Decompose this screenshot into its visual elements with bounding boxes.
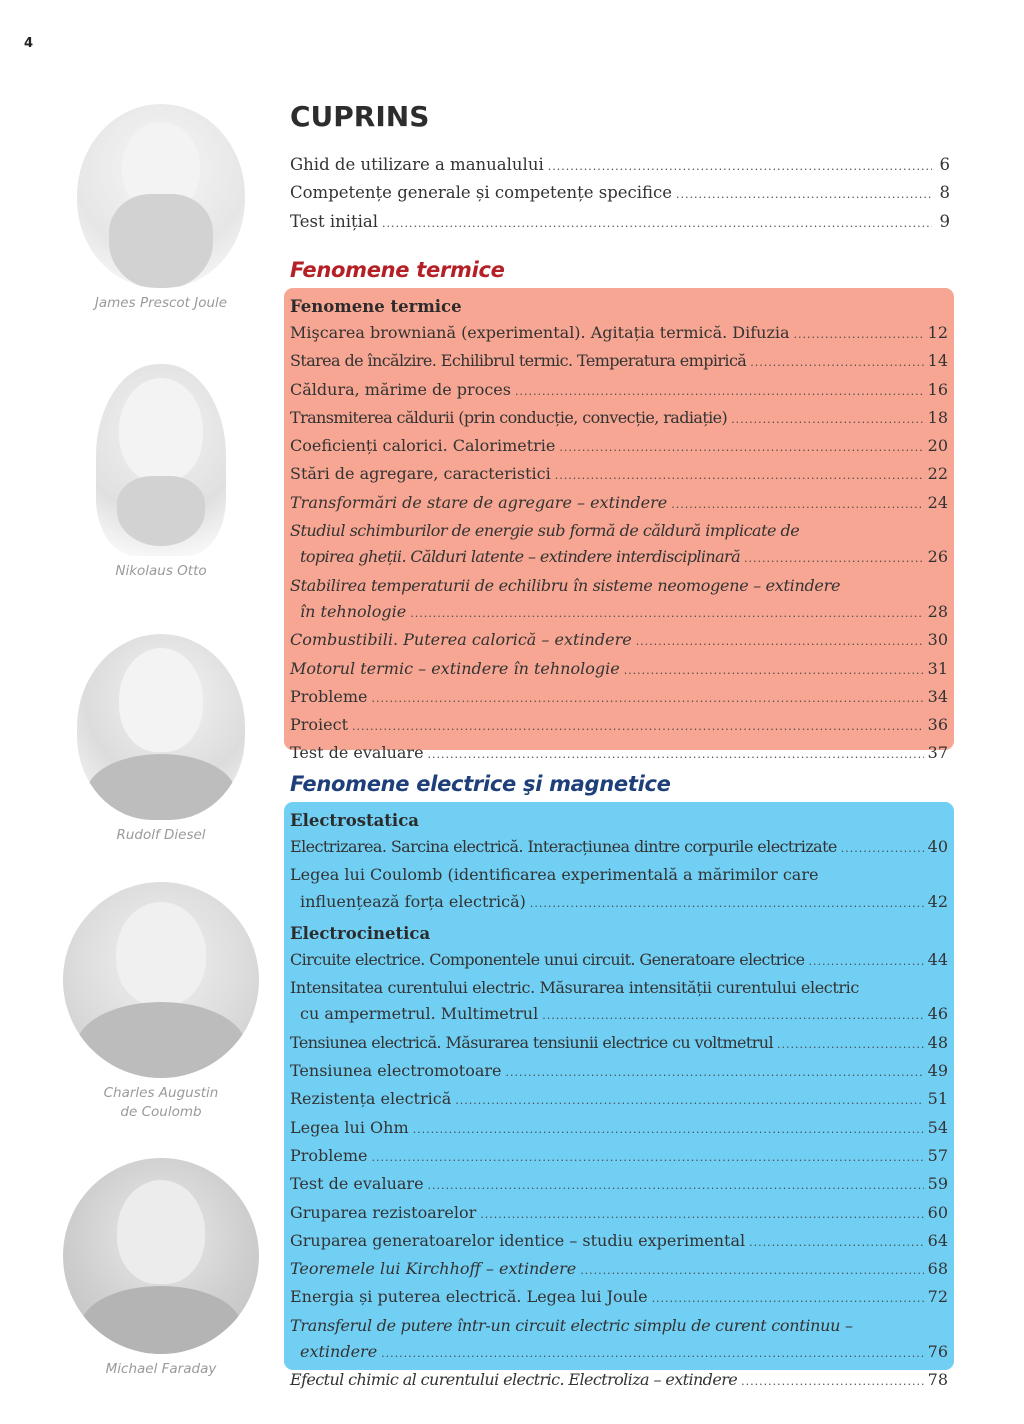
toc-entry[interactable]	[290, 348, 948, 376]
leader-dots	[515, 379, 924, 405]
toc-page: 59	[927, 1174, 948, 1194]
toc-label-line1: Stabilirea temperaturii de echilibru în sisteme neomogene – extindere	[290, 575, 841, 595]
toc-page: 60	[927, 1202, 948, 1222]
portrait-faraday-icon	[63, 1158, 259, 1354]
toc-label: Tensiunea electrică. Măsurarea tensiunii electrice cu voltmetrul	[290, 1032, 773, 1052]
toc-entry[interactable]	[290, 320, 948, 348]
toc-label: Gruparea generatoarelor identice – studiu experimental	[290, 1230, 746, 1250]
toc-page: 48	[927, 1032, 948, 1052]
portrait-faraday-block	[56, 1158, 266, 1379]
toc-label-line1: Intensitatea curentului electric. Măsurarea intensității curentului electric	[290, 978, 859, 998]
portrait-coulomb-icon	[63, 882, 259, 1078]
toc-label-line1: Studiul schimburilor de energie sub formă de căldură implicate de	[290, 521, 800, 541]
toc-label: în tehnologie	[300, 601, 407, 621]
portrait-otto-block	[56, 364, 266, 581]
toc-page: 28	[927, 601, 948, 621]
leader-dots	[671, 492, 923, 518]
toc-entry[interactable]	[290, 1171, 948, 1199]
toc-page: 78	[927, 1370, 948, 1390]
leader-dots	[580, 1258, 923, 1284]
leader-dots	[624, 658, 924, 684]
toc-label: Proiect	[290, 715, 349, 735]
leader-dots	[372, 1145, 924, 1171]
toc-entry[interactable]	[290, 947, 948, 975]
toc-page: 51	[927, 1089, 948, 1109]
toc-label: Test inițial	[290, 211, 379, 231]
toc-entry[interactable]	[290, 180, 950, 208]
toc-page: 31	[927, 658, 948, 678]
portrait-joule-icon	[77, 104, 245, 288]
leader-dots	[555, 463, 924, 489]
leader-dots	[381, 1341, 923, 1367]
leader-dots	[428, 742, 924, 768]
toc-entry[interactable]	[290, 490, 948, 518]
toc-entry[interactable]	[290, 1313, 948, 1368]
intro-list	[290, 152, 950, 237]
leader-dots	[636, 629, 924, 655]
toc-label: Energia și puterea electrică. Legea lui Joule	[290, 1287, 648, 1307]
leader-dots	[559, 435, 923, 461]
caption-coulomb-line2: de Coulomb	[120, 1104, 202, 1120]
leader-dots	[652, 1286, 924, 1312]
toc-page: 20	[927, 436, 948, 456]
leader-dots	[542, 1003, 923, 1029]
portrait-joule-block	[56, 104, 266, 313]
section-heading-termic: Fenomene termice	[290, 258, 505, 282]
toc-entry[interactable]	[290, 712, 948, 740]
toc-page: 49	[927, 1061, 948, 1081]
portrait-diesel-icon	[77, 634, 245, 820]
toc-page: 40	[927, 837, 948, 856]
portrait-coulomb-block	[56, 882, 266, 1122]
leader-dots	[749, 1230, 924, 1256]
toc-label: Efectul chimic al curentului electric. Electroliza – extindere	[290, 1370, 738, 1390]
leader-dots	[352, 714, 924, 740]
leader-dots	[794, 322, 924, 348]
toc-entry[interactable]	[290, 684, 948, 712]
toc-entry[interactable]	[290, 1086, 948, 1114]
toc-label: Teoremele lui Kirchhoff – extindere	[290, 1259, 577, 1279]
leader-dots	[372, 686, 924, 712]
toc-label-line1: Legea lui Coulomb (identificarea experimentală a mărimilor care	[290, 865, 819, 885]
toc-label: cu ampermetrul. Multimetrul	[300, 1004, 539, 1024]
leader-dots	[410, 601, 923, 627]
toc-label: topirea gheții. Călduri latente – extindere interdisciplinară	[300, 547, 741, 567]
toc-entry[interactable]	[290, 1284, 948, 1312]
toc-entry[interactable]	[290, 740, 948, 768]
leader-dots	[841, 836, 924, 862]
toc-page: 12	[927, 323, 948, 342]
toc-page: 54	[927, 1117, 948, 1137]
toc-page: 16	[927, 379, 948, 399]
toc-label: Electrizarea. Sarcina electrică. Interacțiunea dintre corpurile electrizate	[290, 837, 837, 856]
toc-entry[interactable]	[290, 1367, 948, 1395]
toc-entry[interactable]	[290, 461, 948, 489]
leader-dots	[455, 1088, 923, 1114]
leader-dots	[731, 407, 923, 433]
termic-box	[284, 288, 954, 763]
toc-page: 34	[927, 686, 948, 706]
leader-dots	[777, 1032, 924, 1058]
toc-entry[interactable]	[290, 1030, 948, 1058]
toc-entry[interactable]	[290, 1143, 948, 1171]
toc-page: 30	[927, 630, 948, 650]
toc-label: Transformări de stare de agregare – extindere	[290, 492, 668, 512]
toc-page: 44	[927, 949, 948, 969]
toc-page: 57	[927, 1145, 948, 1165]
toc-entry[interactable]	[290, 1200, 948, 1228]
toc-label: extindere	[300, 1342, 378, 1362]
leader-dots	[744, 546, 924, 572]
toc-label: Gruparea rezistoarelor	[290, 1202, 477, 1222]
leader-dots	[548, 154, 932, 180]
caption-coulomb-line1: Charles Augustin	[103, 1085, 219, 1101]
toc-label: Legea lui Ohm	[290, 1117, 409, 1137]
toc-label: Coeficienți calorici. Calorimetrie	[290, 436, 556, 456]
toc-entry[interactable]	[290, 1256, 948, 1284]
toc-entry[interactable]	[290, 209, 950, 237]
toc-page: 14	[927, 351, 948, 371]
toc-label: Căldura, mărime de proces	[290, 379, 511, 399]
toc-label: Transmiterea căldurii (prin conducție, convecție, radiație)	[290, 407, 728, 427]
subheading-electrostatica: Electrostatica	[290, 811, 419, 830]
toc-entry[interactable]	[290, 627, 948, 655]
subheading-electrocinetica: Electrocinetica	[290, 923, 431, 943]
toc-entry[interactable]	[290, 975, 948, 1030]
caption-coulomb	[56, 1084, 266, 1122]
leader-dots	[382, 211, 932, 237]
toc-entry[interactable]	[290, 1058, 948, 1086]
toc-entry[interactable]	[290, 1115, 948, 1143]
toc-entry[interactable]	[290, 862, 948, 917]
toc-page: 6	[939, 155, 950, 174]
leader-dots	[808, 949, 923, 975]
toc-entry[interactable]	[290, 656, 948, 684]
toc-page: 72	[927, 1287, 948, 1307]
toc-entry[interactable]	[290, 433, 948, 461]
caption-joule: James Prescot Joule	[94, 295, 228, 311]
toc-label: Motorul termic – extindere în tehnologie	[290, 658, 620, 678]
leader-dots	[741, 1369, 924, 1395]
caption-diesel: Rudolf Diesel	[116, 827, 206, 843]
toc-page: 76	[927, 1342, 948, 1362]
toc-label: Ghid de utilizare a manualului	[290, 155, 544, 174]
toc-label: influențează forța electrică)	[300, 891, 526, 911]
toc-page: 24	[927, 492, 948, 512]
toc-entry[interactable]	[290, 377, 948, 405]
leader-dots	[530, 891, 924, 917]
leader-dots	[676, 182, 932, 208]
leader-dots	[480, 1202, 923, 1228]
toc-page: 64	[927, 1230, 948, 1250]
page-number: 4	[24, 36, 34, 51]
toc-page: 46	[927, 1004, 948, 1024]
toc-label: Starea de încălzire. Echilibrul termic. Temperatura empirică	[290, 351, 747, 371]
toc-label: Rezistența electrică	[290, 1089, 452, 1109]
leader-dots	[750, 350, 923, 376]
toc-label: Test de evaluare	[290, 1174, 424, 1194]
toc-label: Stări de agregare, caracteristici	[290, 464, 551, 484]
toc-entry[interactable]	[290, 152, 950, 180]
toc-label: Tensiunea electromotoare	[290, 1061, 502, 1081]
section-heading-electric: Fenomene electrice şi magnetice	[290, 772, 671, 796]
toc-page: 22	[927, 464, 948, 484]
toc-page: 26	[927, 547, 948, 567]
toc-label: Combustibili. Puterea calorică – extindere	[290, 630, 632, 650]
toc-label: Probleme	[290, 1145, 368, 1165]
toc-entry[interactable]	[290, 518, 948, 573]
portrait-diesel-block	[56, 634, 266, 845]
toc-page: 36	[927, 715, 948, 735]
toc-label: Competențe generale și competențe specifice	[290, 183, 673, 203]
leader-dots	[428, 1173, 924, 1199]
toc-page: 37	[927, 743, 948, 763]
toc-page: 68	[927, 1259, 948, 1279]
leader-dots	[505, 1060, 923, 1086]
caption-faraday: Michael Faraday	[105, 1361, 217, 1377]
toc-label: Circuite electrice. Componentele unui circuit. Generatoare electrice	[290, 949, 805, 969]
caption-otto: Nikolaus Otto	[115, 563, 207, 579]
toc-label: Mişcarea browniană (experimental). Agitația termică. Difuzia	[290, 323, 790, 342]
toc-entry[interactable]	[290, 573, 948, 628]
toc-label-line1: Transferul de putere într-un circuit electric simplu de curent continuu –	[290, 1315, 853, 1335]
leader-dots	[413, 1117, 924, 1143]
portrait-otto-icon	[96, 364, 226, 556]
toc-page: 18	[927, 407, 948, 427]
electric-box	[284, 802, 954, 1390]
toc-entry[interactable]	[290, 405, 948, 433]
toc-entry[interactable]	[290, 1228, 948, 1256]
toc-page: 42	[927, 891, 948, 911]
toc-page: 9	[939, 211, 950, 231]
toc-label: Probleme	[290, 686, 368, 706]
toc-entry[interactable]	[290, 834, 948, 862]
toc-page: 8	[939, 183, 950, 203]
toc-label: Test de evaluare	[290, 743, 424, 763]
subheading-termic: Fenomene termice	[290, 297, 462, 316]
page-title: CUPRINS	[290, 100, 430, 133]
